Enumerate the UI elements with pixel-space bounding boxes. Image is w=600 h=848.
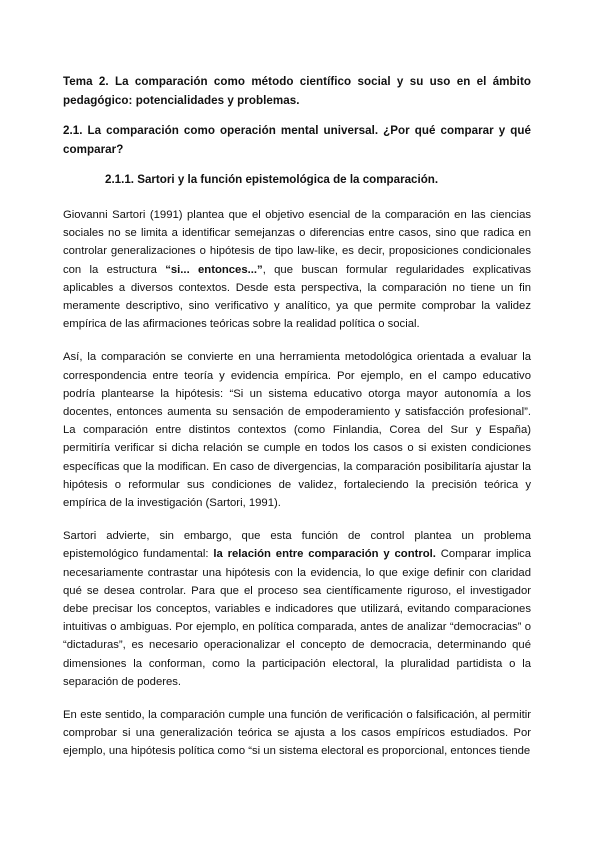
paragraph-3 <box>63 527 531 691</box>
paragraph-3-text-b: Comparar implica necesariamente contrastar una hipótesis con la evidencia, lo que exige definir con claridad qué se desea controlar. Para que el proceso sea científicamente riguroso, el investigador debe precisar los conceptos, variables e indicadores que utilizará, evitando comparaciones intuitivas o ambiguas. Por ejemplo, en política comparada, antes de analizar “democracias” o “dictaduras”, es necesario operacionalizar el concepto de democracia, determinando qué dimensiones la conforman, como la participación electoral, la pluralidad partidista o la separación de poderes. <box>63 548 531 688</box>
document-body <box>63 72 531 776</box>
paragraph-3-text-a: Sartori advierte, sin embargo, que esta función de control plantea un problema epistemológico fundamental: <box>63 530 531 561</box>
paragraph-1-text-b: , que buscan formular regularidades explicativas aplicables a diversos contextos. Desde esta perspectiva, la comparación no tiene un fin meramente descriptivo, sino verificativo y analítico, ya que permite comprobar la validez empírica de las afirmaciones teóricas sobre la realidad política o social. <box>63 263 531 331</box>
paragraph-4: En este sentido, la comparación cumple una función de verificación o falsificación, al permitir comprobar si una generalización teórica se ajusta a los casos empíricos estudiados. Por ejemplo, una hipótesis política como “si un sistema electoral es proporcional, entonces tiende <box>63 709 531 758</box>
section-heading: 2.1. La comparación como operación mental universal. ¿Por qué comparar y qué comparar? <box>63 124 531 156</box>
subsection-heading: 2.1.1. Sartori y la función epistemológica de la comparación. <box>105 173 439 186</box>
paragraph-1-text-a: Giovanni Sartori (1991) plantea que el objetivo esencial de la comparación en las ciencias sociales no se limita a identificar semejanzas o diferencias entre casos, sino que radica en controlar generalizaciones o hipótesis de tipo law-like, es decir, proposiciones condicionales con la estructura <box>63 209 531 276</box>
document-title: Tema 2. La comparación como método científico social y su uso en el ámbito pedagógico: potencialidades y problemas. <box>63 75 531 107</box>
paragraph-2: Así, la comparación se convierte en una herramienta metodológica orientada a evaluar la correspondencia entre teoría y evidencia empírica. Por ejemplo, en el campo educativo podría plantearse la hipótesis: “Si un sistema educativo otorga mayor autonomía a los docentes, entonces aumenta su sensación de empoderamiento y satisfacción profesional”. La comparación entre distintos contextos (como Finlandia, Corea del Sur y España) permitiría verificar si dicha relación se cumple en todos los casos o si existen condiciones específicas que la modifican. En caso de divergencias, la comparación posibilitaría ajustar la hipótesis o reformular sus condiciones de validez, fortaleciendo la precisión teórica y empírica de la investigación (Sartori, 1991). <box>63 351 531 510</box>
paragraph-1 <box>63 206 531 333</box>
paragraph-3-bold: la relación entre comparación y control. <box>213 548 436 561</box>
paragraph-1-bold: “si... entonces...” <box>165 263 263 276</box>
